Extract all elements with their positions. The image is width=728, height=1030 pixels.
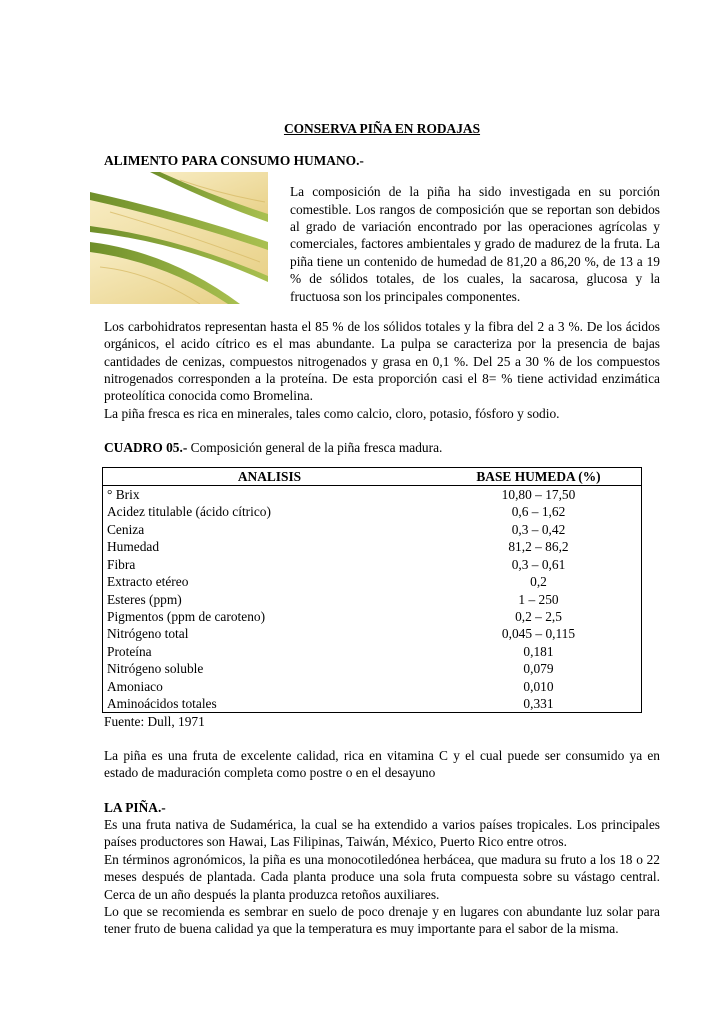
cell-analysis: Ceniza [107,521,145,537]
section-heading-alimento: ALIMENTO PARA CONSUMO HUMANO.- [104,153,364,169]
cell-analysis: Proteína [107,643,152,659]
table-row [103,591,642,608]
composition-table [102,467,642,714]
cell-value: 1 – 250 [518,591,559,607]
header-analisis: ANALISIS [103,467,437,485]
intro-block [104,170,660,318]
cell-analysis: Fibra [107,556,136,572]
cell-analysis: ° Brix [107,487,140,503]
cell-value: 0,6 – 1,62 [511,504,566,520]
cell-value: 0,2 [530,574,547,590]
table-row [103,521,642,538]
paragraph-siembra: Lo que se recomienda es sembrar en suelo de poco drenaje y en lugares con abundante luz solar para tener fruto de buena calidad ya que la temperatura es muy importante para el sabor de la misma. [104,904,660,937]
table-row [103,538,642,555]
paragraph-minerales: La piña fresca es rica en minerales, tales como calcio, cloro, potasio, fósforo y sodio. [104,405,560,421]
cell-value: 0,045 – 0,115 [501,626,576,642]
pineapple-slices-image [90,172,268,304]
cell-analysis: Aminoácidos totales [107,695,217,711]
document-page [104,120,660,938]
table-header-row [103,467,642,485]
table-caption-label: CUADRO 05.- [104,440,188,456]
cell-value: 0,331 [523,695,554,711]
table-row [103,660,642,677]
table-row [103,695,642,713]
cell-value: 0,3 – 0,42 [511,521,566,537]
table-row [103,573,642,590]
table-row [103,608,642,625]
cell-value: 0,181 [523,643,554,659]
cell-analysis: Acidez titulable (ácido cítrico) [107,504,271,520]
table-row [103,625,642,642]
section-heading-la-pina: LA PIÑA.- [104,799,166,815]
header-base-humeda: BASE HUMEDA (%) [436,467,642,485]
cell-analysis: Esteres (ppm) [107,591,182,607]
cell-analysis: Nitrógeno soluble [107,661,204,677]
cell-analysis: Pigmentos (ppm de caroteno) [107,608,266,624]
cell-value: 0,079 [523,661,554,677]
cell-analysis: Amoniaco [107,678,163,694]
cell-value: 81,2 – 86,2 [508,539,569,555]
paragraph-carbohidratos: Los carbohidratos representan hasta el 85 % de los sólidos totales y la fibra del 2 a 3 %. De los ácidos orgánicos, el acido cítrico es el mas abundante. La pulpa se caracteriza por la presencia de bajas cantidades de cenizas, compuestos nitrogenados y grasa en 0,1 %. Del 25 a 30 % de los compuestos nitrogenados corresponden a la proteína. De esta proporción casi el 8= % tiene actividad enzimática proteolítica conocida como Bromelina. [104,318,660,404]
table-caption [104,439,660,456]
cell-analysis: Humedad [107,539,160,555]
cell-analysis: Extracto etéreo [107,574,189,590]
table-caption-text: Composición general de la piña fresca madura. [187,440,443,456]
document-title: CONSERVA PIÑA EN RODAJAS [283,121,481,136]
table-row [103,678,642,695]
paragraph-vitamina: La piña es una fruta de excelente calidad, rica en vitamina C y el cual puede ser consumido ya en estado de maduración completa como postre o en el desayuno [104,747,660,781]
table-row [103,486,642,504]
cell-value: 0,2 – 2,5 [515,608,562,624]
table-row [103,643,642,660]
paragraph-origen: Es una fruta nativa de Sudamérica, la cual se ha extendido a varios países tropicales. Los principales países productores son Hawai, Las Filipinas, Taiwán, México, Puerto Rico entre otros. [104,816,660,850]
cell-value: 10,80 – 17,50 [501,487,576,503]
table-row [103,556,642,573]
paragraph-agronomia: En términos agronómicos, la piña es una monocotiledónea herbácea, que madura su fruto a los 18 o 22 meses después de plantada. Cada planta produce una sola fruta compuesta sobre su vástago central. Cerca de un año después la planta produzca retoños auxiliares. [104,851,660,902]
table-row [103,503,642,520]
cell-value: 0,3 – 0,61 [511,556,566,572]
intro-paragraph: La composición de la piña ha sido investigada en su porción comestible. Los rangos de composición que se reportan son debidos al grado de variación encontrado por las operaciones agrícolas y comerciales, factores ambientales y grado de madurez de la fruta. La piña tiene un contenido de humedad de 81,20 a 86,20 %, de 13 a 19 % de sólidos totales, de los cuales, la sacarosa, glucosa y la fructuosa son los principales componentes. [290,184,660,304]
cell-value: 0,010 [523,678,554,694]
cell-analysis: Nitrógeno total [107,626,189,642]
table-source: Fuente: Dull, 1971 [104,714,205,730]
